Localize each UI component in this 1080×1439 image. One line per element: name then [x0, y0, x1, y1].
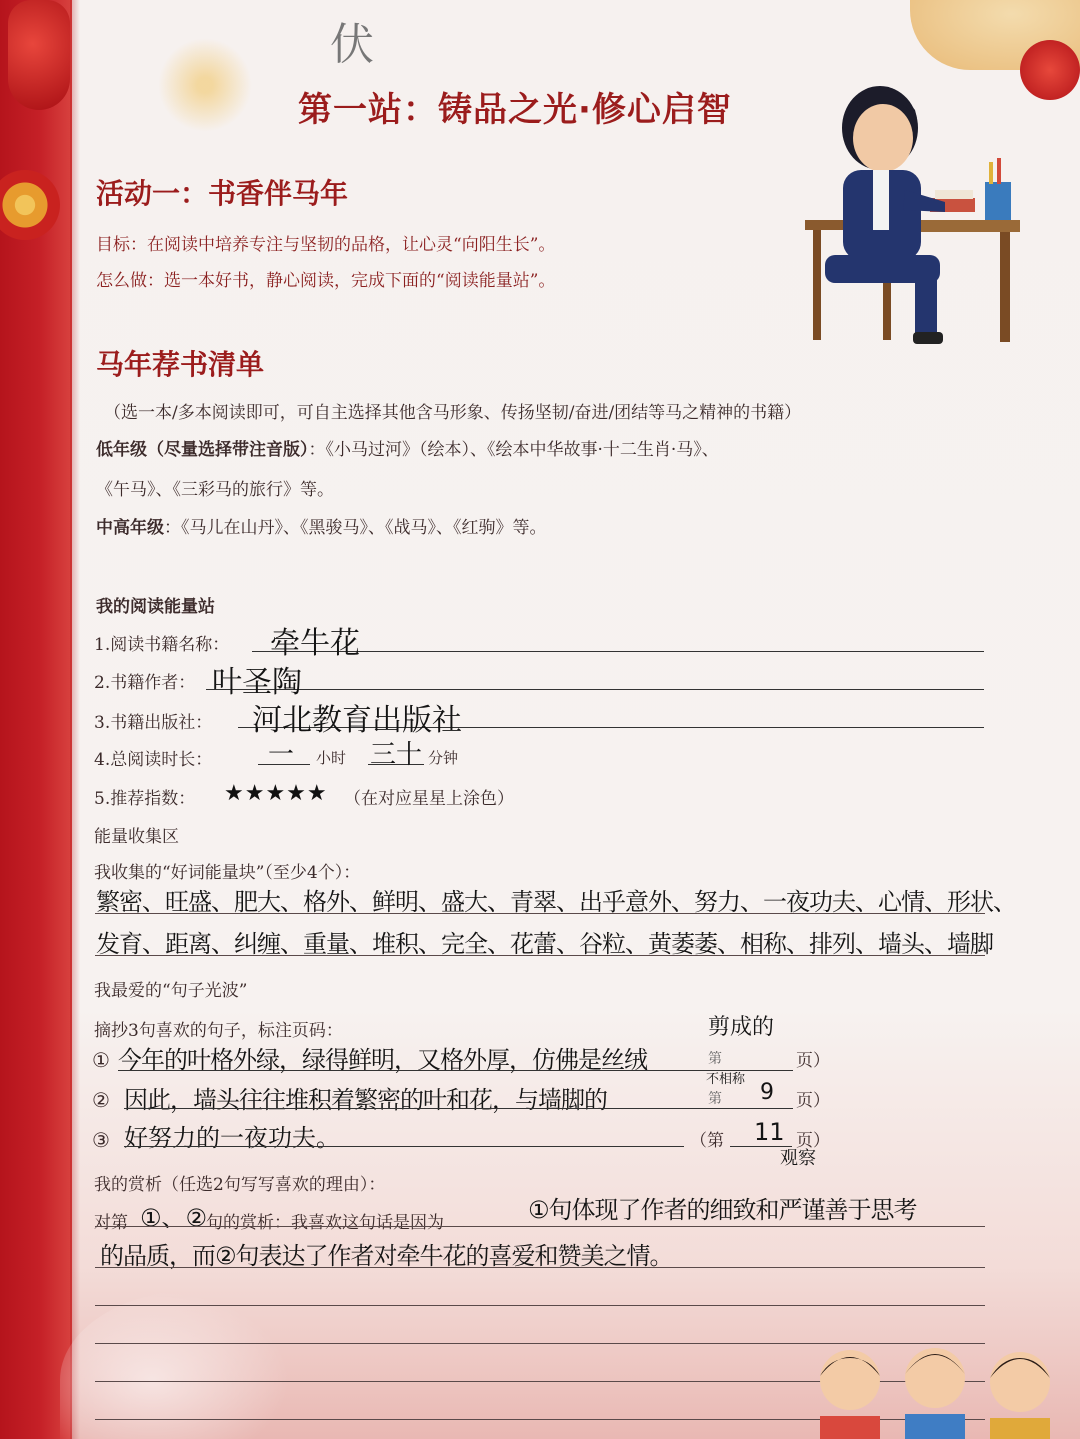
- mid-grade-books: ：《马儿在山丹》、《黑骏马》、《战马》、《红驹》等。: [164, 518, 547, 538]
- minutes-unit: 分钟: [428, 749, 459, 767]
- firework-decoration: [150, 30, 260, 140]
- sentence-1-line: [118, 1070, 793, 1071]
- publisher-value[interactable]: 河北教育出版社: [252, 703, 462, 738]
- low-grade-label: 低年级（尽量选择带注音版）: [96, 440, 309, 460]
- low-grade-books: ：《小马过河》（绘本）、《绘本中华故事·十二生肖·马》、: [308, 440, 719, 460]
- book-name-label: 1.阅读书籍名称：: [94, 635, 230, 655]
- sentence-1-text[interactable]: 今年的叶格外绿，绿得鲜明，又格外厚，仿佛是丝绒: [118, 1046, 647, 1074]
- booklist-title: 马年荐书清单: [96, 348, 265, 381]
- appreciation-text-2[interactable]: 的品质，而②句表达了作者对牵牛花的喜爱和赞美之情。: [100, 1242, 673, 1270]
- children-illustration: [800, 1338, 1060, 1439]
- words-line-1[interactable]: 繁密、旺盛、肥大、格外、鲜明、盛大、青翠、出乎意外、努力、一夜功夫、心情、形状、: [96, 888, 1016, 916]
- sentence-3-num: ③: [92, 1128, 110, 1152]
- time-label: 4.总阅读时长：: [94, 750, 213, 770]
- book-name-value[interactable]: 牵牛花: [270, 626, 360, 661]
- appreciation-middle: 句的赏析：我喜欢这句话是因为: [206, 1213, 444, 1233]
- hours-unit: 小时: [316, 749, 347, 767]
- sentence-1-num: ①: [92, 1048, 110, 1072]
- author-value[interactable]: 叶圣陶: [212, 665, 302, 700]
- sentence-2-line: [124, 1108, 793, 1109]
- sentence-3-page[interactable]: 11: [754, 1118, 785, 1146]
- sentence-1-extra[interactable]: 剪成的: [708, 1015, 775, 1040]
- appreciation-prefix: 对第: [94, 1213, 128, 1233]
- horse-decoration: [60, 1290, 290, 1439]
- appreciation-rule-2: [95, 1267, 985, 1268]
- words-rule-1: [95, 913, 985, 914]
- author-line: [206, 689, 984, 690]
- lantern-right-decoration: [1020, 40, 1080, 100]
- low-grade-line: [96, 435, 719, 460]
- mid-grade-label: 中高年级: [96, 518, 164, 538]
- hours-value[interactable]: 一: [268, 740, 295, 770]
- activity-goal: 目标：在阅读中培养专注与坚韧的品格，让心灵“向阳生长”。: [96, 235, 556, 255]
- sentence-1-page-suffix: 页）: [796, 1051, 830, 1071]
- appreciation-rule-1: [95, 1226, 985, 1227]
- sentence-prompt: 摘抄3句喜欢的句子，标注页码：: [94, 1021, 343, 1041]
- appreciation-text-1[interactable]: ①句体现了作者的细致和严谨善于思考: [528, 1196, 917, 1224]
- mid-grade-line: [96, 513, 547, 538]
- publisher-label: 3.书籍出版社：: [94, 713, 213, 733]
- appreciation-insert[interactable]: 观察: [780, 1148, 816, 1169]
- sentence-3-page-prefix: （第: [690, 1131, 724, 1151]
- appreciation-nums[interactable]: ①、②: [140, 1204, 208, 1232]
- sentence-2-num: ②: [92, 1088, 110, 1112]
- sentence-2-text[interactable]: 因此，墙头往往堆积着繁密的叶和花，与墙脚的: [124, 1086, 607, 1114]
- lantern-decoration: [8, 0, 70, 110]
- minutes-value[interactable]: 三十: [370, 740, 423, 770]
- appreciation-rule-3: [95, 1305, 985, 1306]
- sentence-2-extra[interactable]: 不相称: [706, 1072, 746, 1087]
- sentence-3-line: [124, 1146, 684, 1147]
- appreciation-prompt: 我的赏析（任选2句写写喜欢的理由）：: [94, 1175, 386, 1195]
- sentence-1-page-prefix: 第: [708, 1051, 722, 1067]
- sentence-3-text[interactable]: 好努力的一夜功夫。: [124, 1124, 340, 1152]
- page-title: 第一站：铸品之光·修心启智: [298, 90, 732, 130]
- activity-title: 活动一：书香伴马年: [96, 177, 349, 210]
- sentence-2-page[interactable]: 9: [760, 1080, 774, 1105]
- author-label: 2.书籍作者：: [94, 673, 196, 693]
- rating-stars[interactable]: ★★★★★: [224, 781, 328, 806]
- sentence-2-page-prefix: 第: [708, 1091, 722, 1107]
- sentence-2-page-suffix: 页）: [796, 1091, 830, 1111]
- words-rule-2: [95, 955, 985, 956]
- book-name-line: [252, 651, 984, 652]
- rating-label: 5.推荐指数：: [94, 789, 196, 809]
- booklist-note: （选一本/多本阅读即可，可自主选择其他含马形象、传扬坚韧/奋进/团结等马之精神的书籍）: [104, 403, 802, 423]
- energy-zone-title: 能量收集区: [94, 827, 179, 847]
- words-prompt: 我收集的“好词能量块”（至少4个）：: [94, 863, 361, 883]
- sentence-3-page-suffix: 页）: [796, 1131, 830, 1151]
- handwritten-mark: 伏: [330, 19, 376, 70]
- reading-boy-illustration: [795, 70, 1025, 350]
- sentence-title: 我最爱的“句子光波”: [94, 981, 248, 1001]
- rating-note: （在对应星星上涂色）: [344, 789, 514, 809]
- words-line-2[interactable]: 发育、距离、纠缠、重量、堆积、完全、花蕾、谷粒、黄萎萎、相称、排列、墙头、墙脚: [96, 930, 993, 958]
- low-grade-books-2: 《午马》、《三彩马的旅行》等。: [96, 480, 334, 500]
- station-title: 我的阅读能量站: [96, 597, 215, 617]
- activity-how: 怎么做：选一本好书，静心阅读，完成下面的“阅读能量站”。: [96, 271, 556, 291]
